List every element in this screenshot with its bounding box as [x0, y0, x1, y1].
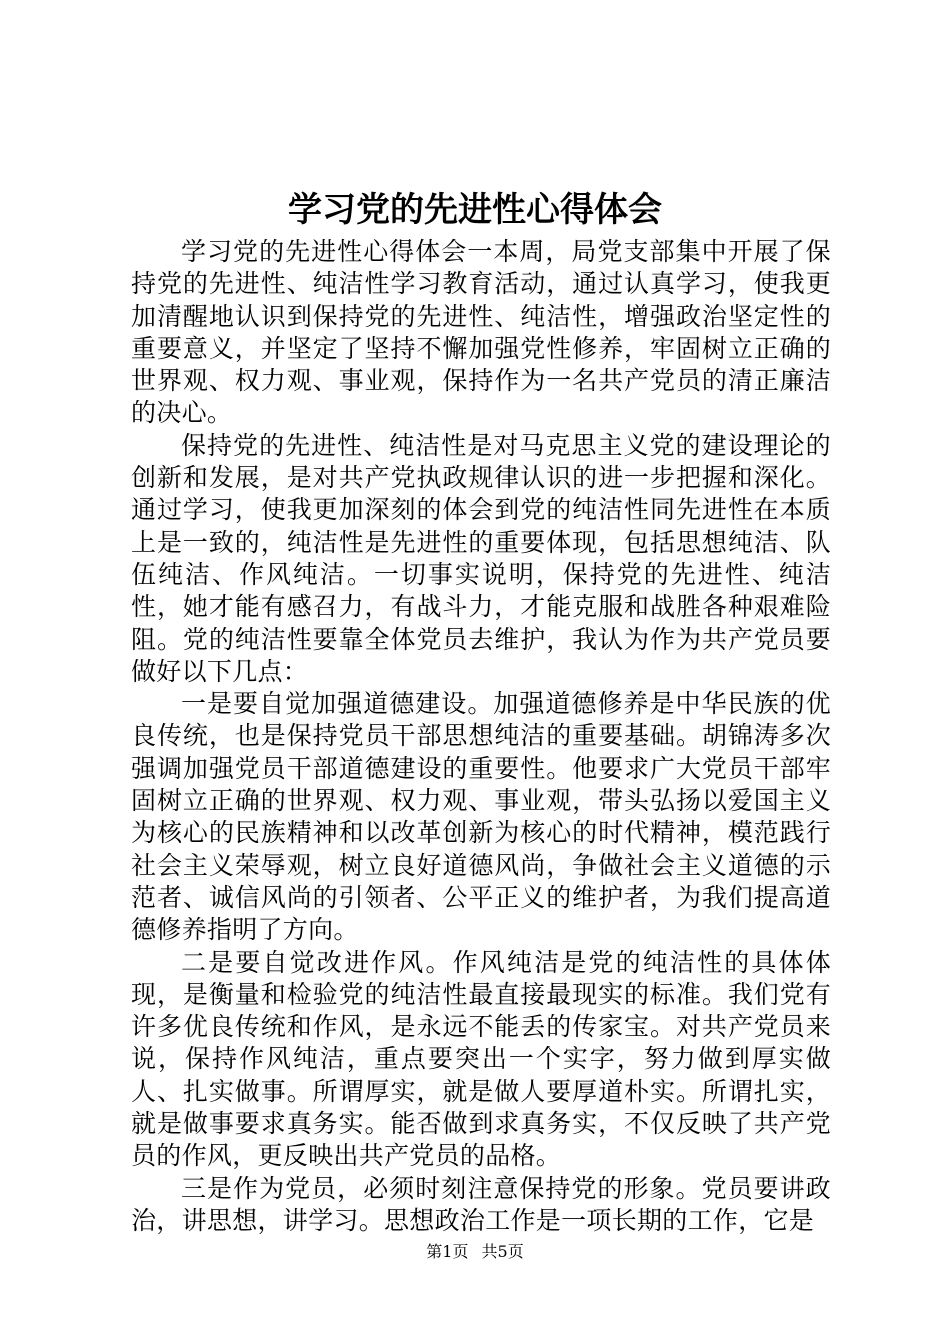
page-footer: 第1页 共5页: [426, 1242, 524, 1261]
document-title: 学习党的先进性心得体会: [288, 190, 662, 230]
paragraph-point-one: 一是要自觉加强道德建设。加强道德修养是中华民族的优良传统，也是保持党员干部思想纯洁的重要基础。胡锦涛多次强调加强党员干部道德建设的重要性。他要求广大党员干部牢固树立正确的世界观、权力观、事业观，带头弘扬以爱国主义为核心的民族精神和以改革创新为核心的时代精神，模范践行社会主义荣辱观，树立良好道德风尚，争做社会主义道德的示范者、诚信风尚的引领者、公平正义的维护者，为我们提高道德修养指明了方向。: [131, 689, 831, 945]
paragraph-purity-advanced: 保持党的先进性、纯洁性是对马克思主义党的建设理论的创新和发展，是对共产党执政规律认识的进一步把握和深化。通过学习，使我更加深刻的体会到党的纯洁性同先进性在本质上是一致的，纯洁性是先进性的重要体现，包括思想纯洁、队伍纯洁、作风纯洁。一切事实说明，保持党的先进性、纯洁性，她才能有感召力，有战斗力，才能克服和战胜各种艰难险阻。党的纯洁性要靠全体党员去维护，我认为作为共产党员要做好以下几点：: [131, 430, 831, 686]
document-body: [131, 236, 831, 1237]
paragraph-point-two: 二是要自觉改进作风。作风纯洁是党的纯洁性的具体体现，是衡量和检验党的纯洁性最直接最现实的标准。我们党有许多优良传统和作风，是永远不能丢的传家宝。对共产党员来说，保持作风纯洁，重点要突出一个实字，努力做到厚实做人、扎实做事。所谓厚实，就是做人要厚道朴实。所谓扎实，就是做事要求真务实。能否做到求真务实，不仅反映了共产党员的作风，更反映出共产党员的品格。: [131, 947, 831, 1171]
paragraph-intro: 学习党的先进性心得体会一本周，局党支部集中开展了保持党的先进性、纯洁性学习教育活动，通过认真学习，使我更加清醒地认识到保持党的先进性、纯洁性，增强政治坚定性的重要意义，并坚定了坚持不懈加强党性修养，牢固树立正确的世界观、权力观、事业观，保持作为一名共产党员的清正廉洁的决心。: [131, 237, 831, 428]
paragraph-point-three: 三是作为党员，必须时刻注意保持党的形象。党员要讲政治，讲思想，讲学习。思想政治工作是一项长期的工作，它是: [131, 1173, 831, 1235]
